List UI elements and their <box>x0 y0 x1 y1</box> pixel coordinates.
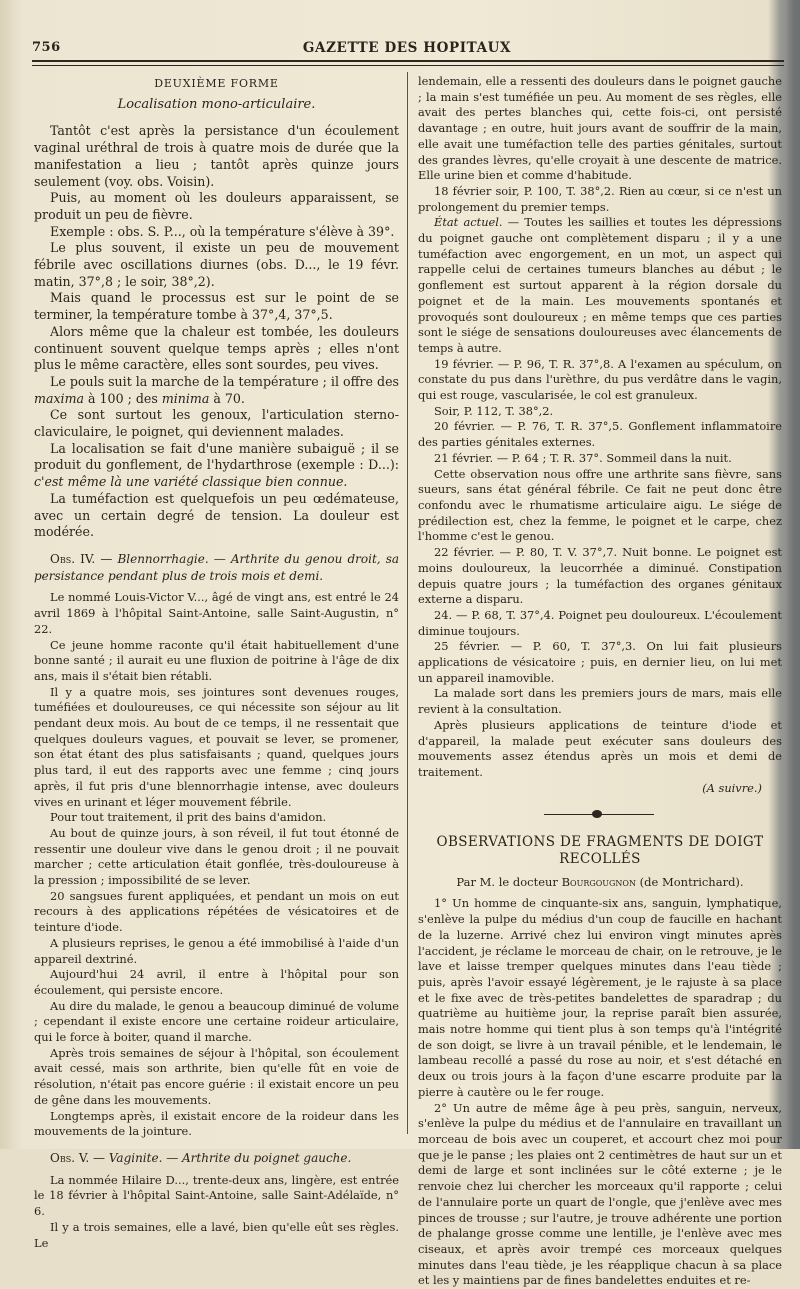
paragraph: Mais quand le processus est sur le point de se terminer, la température tombe à 37°,4, 37°,5. <box>34 290 399 323</box>
paragraph: Le pouls suit la marche de la température ; il offre des maxima à 100 ; des minima à 70. <box>34 373 399 406</box>
binding-edge-shadow <box>786 0 800 1149</box>
observation-heading: Obs. V. — Vaginite. — Arthrite du poignet gauche. <box>50 1151 352 1165</box>
right-column <box>418 74 782 1289</box>
header-rule-thin <box>32 65 784 66</box>
paragraph: Longtemps après, il existait encore de la roideur dans les mouvements de la jointure. <box>34 1108 399 1139</box>
paragraph: 1° Un homme de cinquante-six ans, sanguin, lymphatique, s'enlève la pulpe du médius d'un coup de faucille en hachant de la luzerne. Arrivé chez lui environ vingt minutes après l'accident, je réclame le morceau de chair, on le retrouve, je le lave et laisse tremper quelques minutes dans l'eau tiède ; puis, après l'avoir essayé légèrement, je le rajuste à sa place et le fixe avec de très-petites bandelettes de sparadrap ; du quatrième au huitième jour, la reprise paraît bien assurée, mais notre homme qui tient plus à son temps qu'à l'intégrité de son doigt, se livre à un travail pénible, et le lendemain, le lambeau recollé a passé du rose au noir, et s'est détaché en deux ou trois jours à la façon d'une escarre produite par la pierre à cautère ou le fer rouge. <box>418 896 782 1099</box>
paragraph: Pour tout traitement, il prit des bains d'amidon. <box>50 810 327 825</box>
journal-title: GAZETTE DES HOPITAUX <box>302 40 512 56</box>
paragraph: 18 février soir, P. 100, T. 38°,2. Rien au cœur, si ce n'est un prolongement du premier temps. <box>418 183 782 214</box>
observation-continuation <box>418 74 782 796</box>
paragraph: Il y a trois semaines, elle a lavé, bien qu'elle eût ses règles. Le <box>34 1219 399 1250</box>
observation-body <box>34 590 399 1140</box>
header-rule-thick <box>32 60 784 62</box>
paragraph: Alors même que la chaleur est tombée, les douleurs continuent souvent quelque temps après ; elles n'ont plus le même caractère, elles sont sourdes, peu vives. <box>34 323 399 373</box>
paragraph: Après trois semaines de séjour à l'hôpital, son écoulement avait cessé, mais son arthrite, bien qu'elle fût en voie de résolution, n'était pas encore guérie : il existait encore un peu de gêne dans les mouvements. <box>34 1045 399 1107</box>
paragraph: Ce sont surtout les genoux, l'articulation sterno-claviculaire, le poignet, qui deviennent malades. <box>34 407 399 440</box>
paragraph: Cette observation nous offre une arthrite sans fièvre, sans sueurs, sans état général fébrile. Ce fait ne peut donc être confondu avec le rhumatisme articulaire aigu. Le siége de prédilection est, chez la femme, le poignet et le carpe, chez l'homme c'est le genou. <box>418 466 782 544</box>
paragraph: Au bout de quinze jours, à son réveil, il fut tout étonné de ressentir une douleur vive dans le genou droit ; il ne pouvait marcher ; cette articulation était gonflée, très-douloureuse à la pression ; impossibilité de se lever. <box>34 825 399 888</box>
paragraph: 22 février. — P. 80, T. V. 37°,7. Nuit bonne. Le poignet est moins douloureux, la leucorrhée a diminué. Constipation depuis quatre jours ; la tuméfaction des organes génitaux externe a disparu. <box>418 545 782 607</box>
paragraph: 19 février. — P. 96, T. R. 37°,8. A l'examen au spéculum, on constate du pus dans l'urèthre, du pus verdâtre dans le vagin, qui est rouge, vascularisée, le col est granuleux. <box>418 356 782 403</box>
paragraph: La nommée Hilaire D..., trente-deux ans, lingère, est entrée le 18 février à l'hôpital Saint-Antoine, salle Saint-Adélaïde, n° 6. <box>34 1172 399 1219</box>
paragraph: A plusieurs reprises, le genou a été immobilisé à l'aide d'un appareil dextriné. <box>34 935 399 966</box>
paragraph: Le plus souvent, il existe un peu de mouvement fébrile avec oscillations diurnes (obs. D..., le 19 févr. matin, 37°,8 ; le soir, 38°,2). <box>34 240 399 289</box>
paragraph: 25 février. — P. 60, T. 37°,3. On lui fait plusieurs applications de vésicatoire ; puis, en dernier lieu, on lui met un appareil inamovible. <box>418 639 782 685</box>
left-column <box>34 74 399 1251</box>
paragraph: La tuméfaction est quelquefois un peu œdémateuse, avec un certain degré de tension. La douleur est modérée. <box>34 490 399 540</box>
paragraph: 24. — P. 68, T. 37°,4. Poignet peu douloureux. L'écoulement diminue toujours. <box>418 607 782 638</box>
paragraph: 20 sangsues furent appliquées, et pendant un mois on eut recours à des applications répétées de vésicatoires et de teinture d'iode. <box>34 888 399 935</box>
paragraph: État actuel. — Toutes les saillies et toutes les dépressions du poignet gauche ont complètement disparu ; il y a une tuméfaction avec engorgement, en un mot, un aspect qui rappelle celui de certaines tumeurs blanches au début ; le gonflement est surtout apparent à la région dorsale du poignet et de la main. Les mouvements spontanés et provoqués sont douloureux ; en même temps que ces parties sont le siége de sensations douloureuses avec élancements de temps à autre. <box>418 215 782 355</box>
observation-body <box>34 1173 399 1252</box>
paragraph: Tantôt c'est après la persistance d'un écoulement vaginal uréthral de trois à quatre mois de durée que la manifestation a lieu ; tantôt après quinze jours seulement (voy. obs. Voisin). <box>34 123 399 189</box>
to-be-continued: (A suivre.) <box>702 780 762 795</box>
paragraph: 2° Un autre de même âge à peu près, sanguin, nerveux, s'enlève la pulpe du médius et de l'annulaire en travaillant un morceau de bois avec un couperet, et accourt chez moi pour que je le panse ; les plaies ont 2 centimètres de haut sur un et demi de large et sont inclinées sur le côté externe ; je le renvoie chez lui chercher les morceaux qu'il rapporte ; celui de l'annulaire porte un quart de l'ongle, que j'enlève avec mes pinces de trousse ; sur l'autre, je trouve adhérente une portion de phalange grosse comme une lentille, je l'enlève avec mes ciseaux, et après avoir trempé ces morceaux quelques minutes dans l'eau tiède, je les réapplique chacun à sa place et les y maintiens par de fines bandelettes enduites et re- <box>418 1100 782 1288</box>
paragraph: La localisation se fait d'une manière subaiguë ; il se produit du gonflement, de l'hydarthrose (exemple : D...): c'est même là une variété classique bien connue. <box>34 440 399 490</box>
column-divider <box>407 72 408 1134</box>
section-heading: DEUXIÈME FORME <box>154 77 279 90</box>
page-number: 756 <box>32 40 61 55</box>
paragraph: Après plusieurs applications de teinture d'iode et d'appareil, la malade peut exécuter sans douleurs des mouvements assez étendus après un mois et demi de traitement. <box>418 717 782 779</box>
paragraph: Puis, au moment où les douleurs apparaissent, se produit un peu de fièvre. <box>34 190 399 222</box>
paragraph: Aujourd'hui 24 avril, il entre à l'hôpital pour son écoulement, qui persiste encore. <box>34 967 399 997</box>
paragraph: La malade sort dans les premiers jours de mars, mais elle revient à la consultation. <box>418 686 782 717</box>
ornament-divider <box>418 806 782 822</box>
article-title: OBSERVATIONS DE FRAGMENTS DE DOIGT RECOLLÉS <box>436 834 764 868</box>
paragraph: Le nommé Louis-Victor V..., âgé de vingt ans, est entré le 24 avril 1869 à l'hôpital Saint-Antoine, salle Saint-Augustin, n° 22. <box>34 590 399 636</box>
observation-heading: Obs. IV. — Blennorrhagie. — Arthrite du genou droit, sa persistance pendant plus de trois mois et demi. <box>34 551 400 583</box>
paragraph: Ce jeune homme raconte qu'il était habituellement d'une bonne santé ; il aurait eu une fluxion de poitrine à l'âge de dix ans, mais il s'était bien rétabli. <box>34 637 399 683</box>
page-header <box>32 40 782 60</box>
paragraph: 20 février. — P. 76, T. R. 37°,5. Gonflement inflammatoire des parties génitales externes. <box>418 419 782 450</box>
paragraph: Exemple : obs. S. P..., où la température s'élève à 39°. <box>50 223 395 239</box>
section-subheading: Localisation mono-articulaire. <box>117 96 316 112</box>
paragraph: Au dire du malade, le genou a beaucoup diminué de volume ; cependant il existe encore une certaine roideur articulaire, qui le force à boiter, quand il marche. <box>34 998 399 1045</box>
article-byline: Par M. le docteur Bourgougnon (de Montrichard). <box>456 874 744 889</box>
article-body <box>418 896 782 1289</box>
ornament-dot <box>592 810 602 818</box>
paragraph: 21 février. — P. 64 ; T. R. 37°. Sommeil dans la nuit. <box>434 450 732 465</box>
paragraph: lendemain, elle a ressenti des douleurs dans le poignet gauche ; la main s'est tuméfiée un peu. Au moment de ses règles, elle avait des pertes blanches qui, cette fois-ci, ont persisté davantage ; en outre, huit jours avant de souffrir de la main, elle avait une tuméfaction telle des parties génitales, surtout des grandes lèvres, qu'elle croyait à une descente de matrice. Elle urine bien et comme d'habitude. <box>418 74 782 183</box>
paragraph: Il y a quatre mois, ses jointures sont devenues rouges, tuméfiées et douloureuses, ce qui nécessite son séjour au lit pendant deux mois. Au bout de ce temps, il ne ressentait que quelques douleurs vagues, et pouvait se lever, se promener, son état étant des plus satisfaisants ; quand, quelques jours plus tard, il eut des rapports avec une femme ; cinq jours après, il fut pris d'une blennorrhagie intense, avec douleurs vives en urinant et léger mouvement fébrile. <box>34 684 399 809</box>
paragraph: Soir, P. 112, T. 38°,2. <box>434 403 554 418</box>
